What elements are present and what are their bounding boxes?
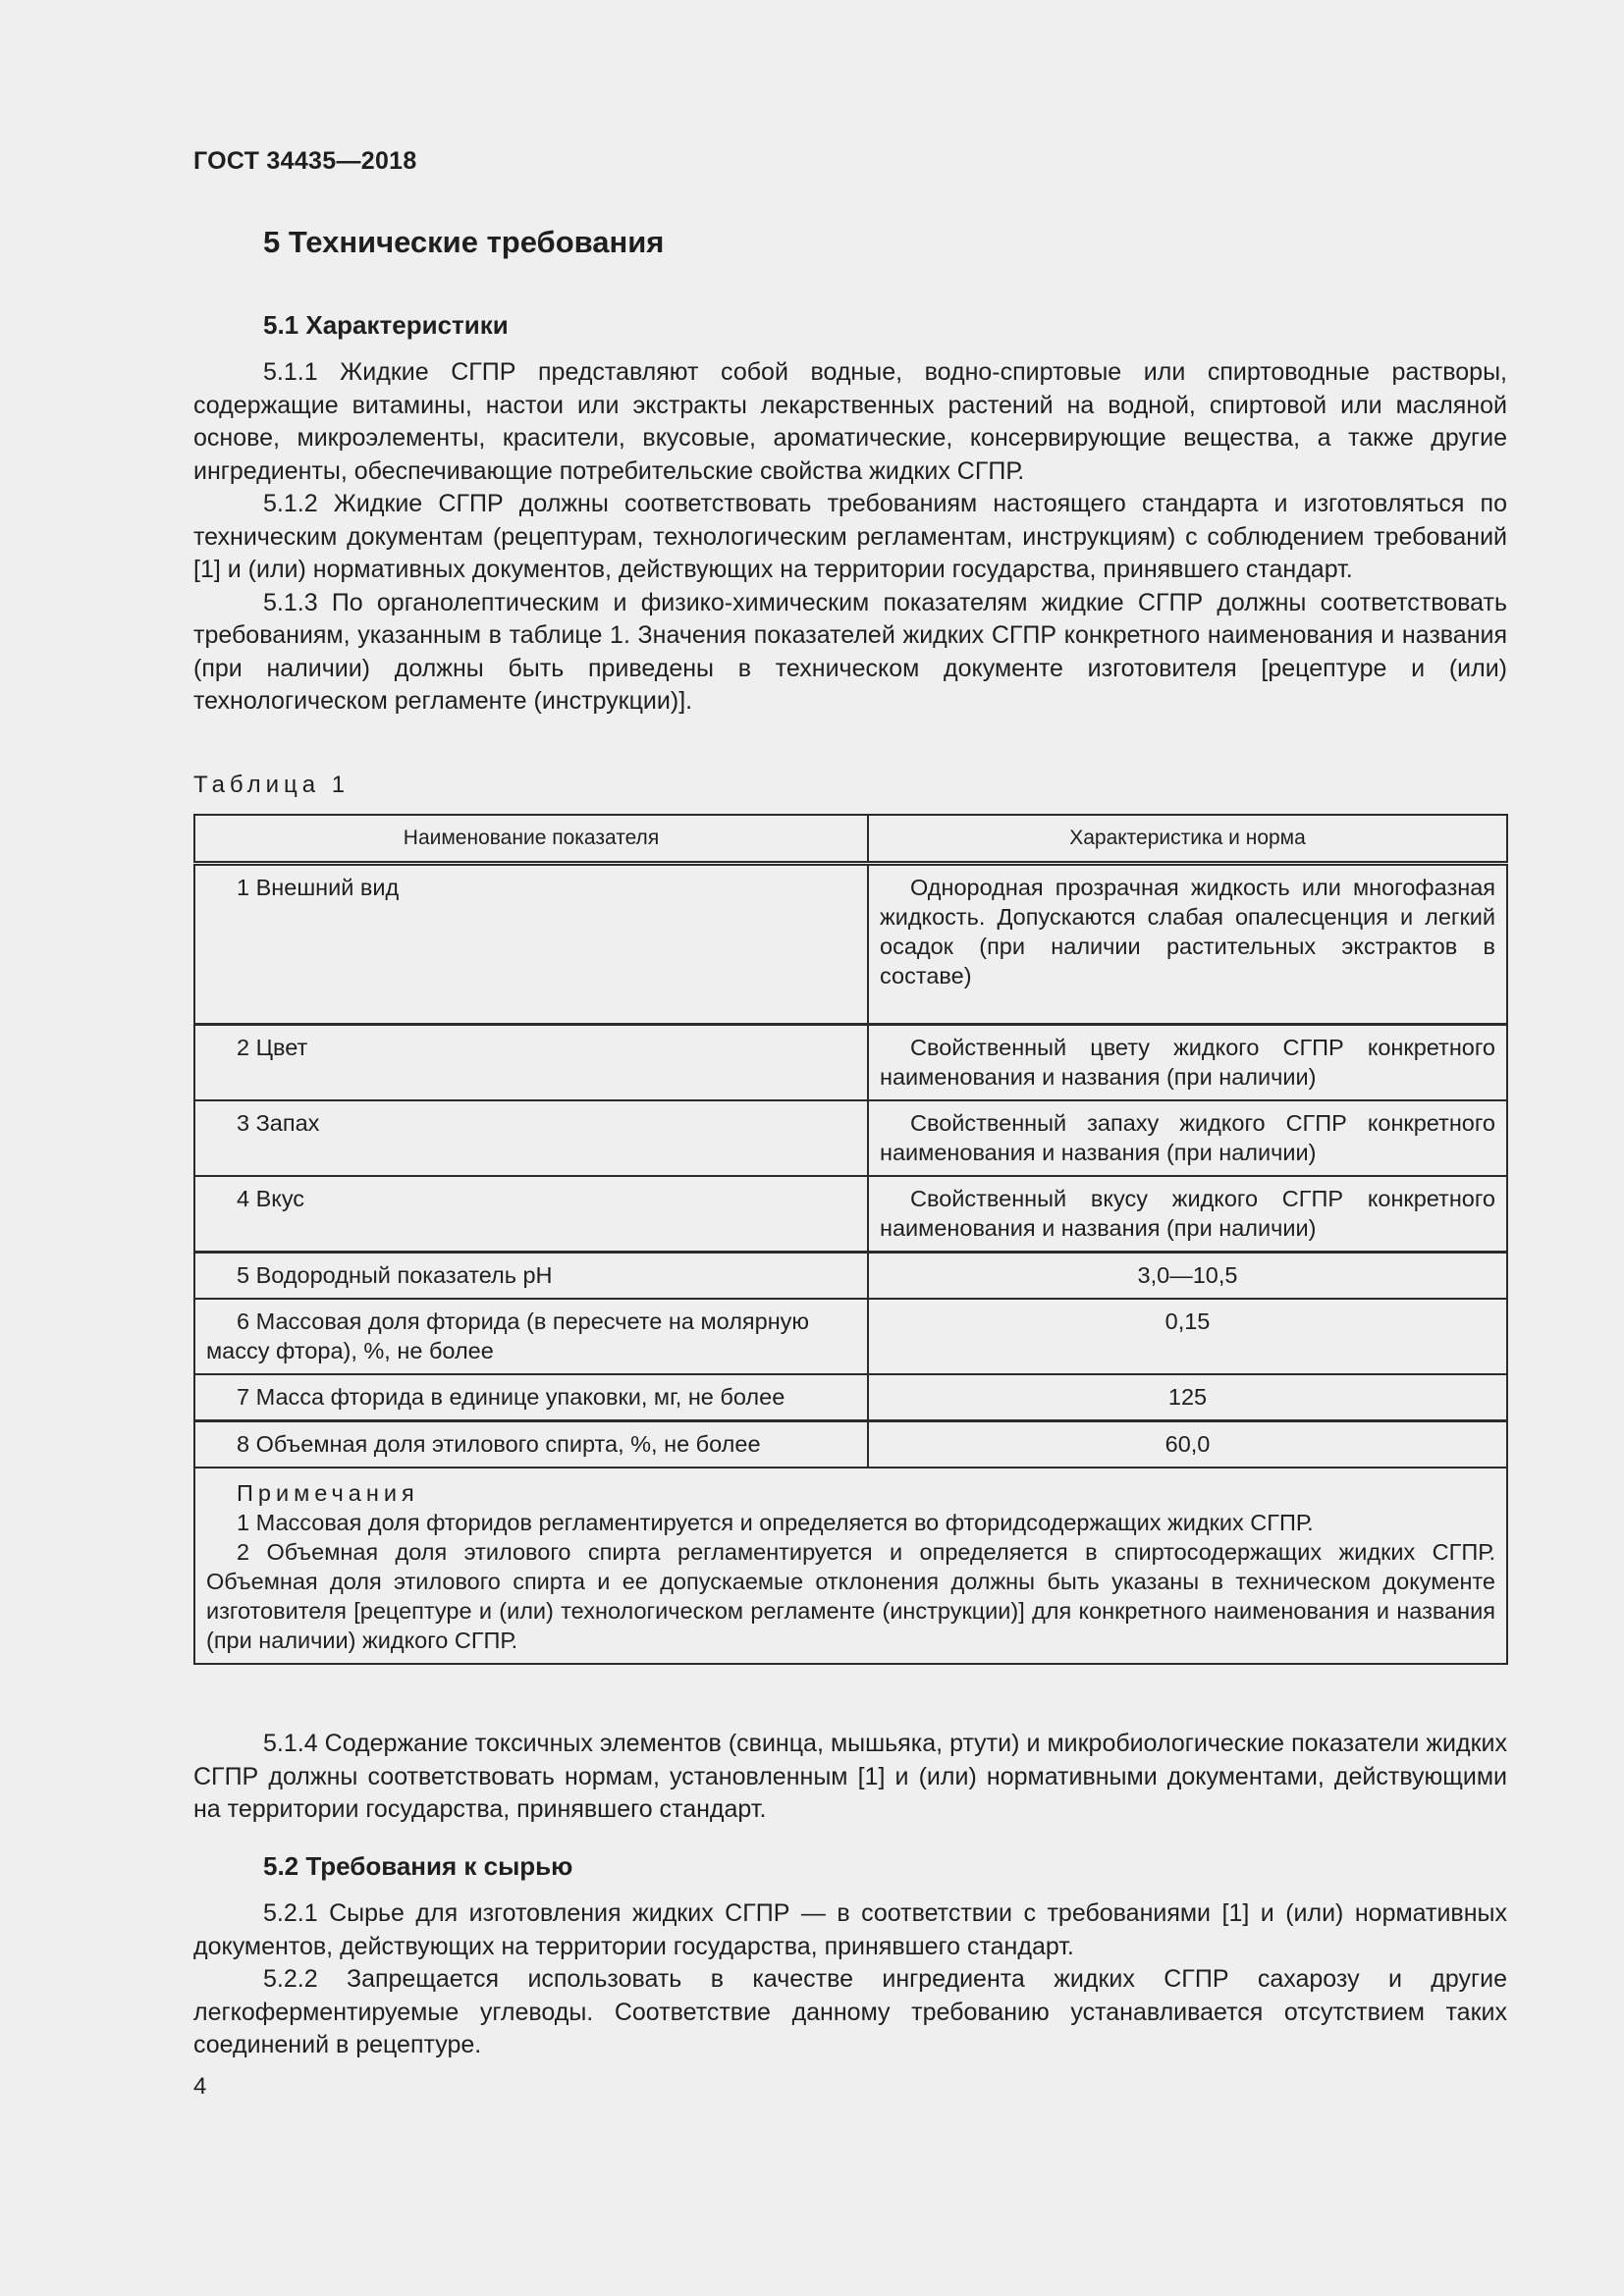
subsection-title-5-2: 5.2 Требования к сырью <box>263 1851 573 1881</box>
table-row <box>194 864 1507 1025</box>
row-value: 60,0 <box>868 1421 1507 1468</box>
row-name-text: 4 Вкус <box>237 1186 305 1211</box>
row-name-text: 3 Запах <box>237 1110 320 1136</box>
paragraph-5-1-2: 5.1.2 Жидкие СГПР должны соответствовать требованиям настоящего стандарта и изготовляться по техническим документам (рецептурам, технологическим регламентам, инструкциям) с соблюдением требований [1] и (или) нормативных документов, действующих на территории государства, принявшего стандарт. <box>193 490 1507 583</box>
paragraph-5-1-3: 5.1.3 По органолептическим и физико-химическим показателям жидкие СГПР должны соответствовать требованиям, указанным в таблице 1. Значения показателей жидких СГПР конкретного наименования и названия (при наличии) должны быть приведены в техническом документе изготовителя [рецептуре и (или) технологическом регламенте (инструкции)]. <box>193 588 1507 715</box>
row-value-text: Свойственный запаху жидкого СГПР конкретного наименования и названия (при наличии) <box>880 1110 1495 1165</box>
column-header-name: Наименование показателя <box>194 815 868 864</box>
table-row <box>194 1299 1507 1374</box>
paragraph-5-1-4: 5.1.4 Содержание токсичных элементов (свинца, мышьяка, ртути) и микробиологические показатели жидких СГПР должны соответствовать нормам, установленным [1] и (или) нормативными документами, действующими на территории государства, принявшего стандарт. <box>193 1730 1507 1823</box>
document-header: ГОСТ 34435—2018 <box>193 147 417 175</box>
paragraphs-5-1 <box>193 356 1507 719</box>
row-name-text: 7 Масса фторида в единице упаковки, мг, не более <box>237 1384 785 1410</box>
row-name-text: 5 Водородный показатель pH <box>237 1262 553 1288</box>
row-value: 125 <box>868 1374 1507 1421</box>
row-name <box>194 1253 868 1300</box>
row-value-text: Однородная прозрачная жидкость или многофазная жидкость. Допускаются слабая опалесценция и легкий осадок (при наличии растительных экстрактов в составе) <box>880 875 1495 988</box>
row-value-text: Свойственный цвету жидкого СГПР конкретного наименования и названия (при наличии) <box>880 1035 1495 1090</box>
row-name <box>194 1299 868 1374</box>
page-number: 4 <box>193 2073 207 2100</box>
row-name-text: 1 Внешний вид <box>237 875 400 900</box>
column-header-norm: Характеристика и норма <box>868 815 1507 864</box>
table-notes-row <box>194 1468 1507 1664</box>
table-row <box>194 1100 1507 1176</box>
table-header-row <box>194 815 1507 864</box>
row-value <box>868 864 1507 1025</box>
row-value <box>868 1025 1507 1101</box>
row-name <box>194 1176 868 1253</box>
row-name-text: 2 Цвет <box>237 1035 308 1060</box>
row-value-text: Свойственный вкусу жидкого СГПР конкретного наименования и названия (при наличии) <box>880 1186 1495 1241</box>
table-caption: Таблица 1 <box>193 772 351 798</box>
paragraph-5-2-1: 5.2.1 Сырье для изготовления жидких СГПР — в соответствии с требованиями [1] и (или) нормативных документов, действующих на территории государства, принявшего стандарт. <box>193 1899 1507 1960</box>
section-title: 5 Технические требования <box>263 225 665 259</box>
notes-title: Примечания <box>237 1480 419 1506</box>
table-row <box>194 1421 1507 1468</box>
paragraphs-5-2 <box>193 1897 1507 2062</box>
row-name <box>194 1421 868 1468</box>
note-item: 1 Массовая доля фторидов регламентируется и определяется во фторидсодержащих жидких СГПР. <box>237 1510 1314 1535</box>
table-row <box>194 1253 1507 1300</box>
row-value <box>868 1100 1507 1176</box>
table-row <box>194 1374 1507 1421</box>
paragraph-5-1-1: 5.1.1 Жидкие СГПР представляют собой водные, водно-спиртовые или спиртоводные растворы, содержащие витамины, настои или экстракты лекарственных растений на водной, спиртовой или масляной основе, микроэлементы, красители, вкусовые, ароматические, консервирующие вещества, а также другие ингредиенты, обеспечивающие потребительские свойства жидких СГПР. <box>193 358 1507 485</box>
paragraph-5-1-4-block <box>193 1728 1507 1827</box>
subsection-title-5-1: 5.1 Характеристики <box>263 310 509 340</box>
row-name-text: 8 Объемная доля этилового спирта, %, не более <box>237 1431 761 1457</box>
row-name <box>194 1025 868 1101</box>
row-name <box>194 1100 868 1176</box>
table-row <box>194 1025 1507 1101</box>
paragraph-5-2-2: 5.2.2 Запрещается использовать в качестве ингредиента жидких СГПР сахарозу и другие легкоферментируемые углеводы. Соответствие данному требованию устанавливается отсутствием таких соединений в рецептуре. <box>193 1965 1507 2058</box>
row-name-text: 6 Массовая доля фторида (в пересчете на молярную массу фтора), %, не более <box>206 1308 810 1363</box>
row-value: 0,15 <box>868 1299 1507 1374</box>
row-value <box>868 1176 1507 1253</box>
table-notes <box>194 1468 1507 1664</box>
row-name <box>194 864 868 1025</box>
requirements-table <box>193 814 1508 1665</box>
row-name <box>194 1374 868 1421</box>
row-value: 3,0—10,5 <box>868 1253 1507 1300</box>
table-row <box>194 1176 1507 1253</box>
note-item: 2 Объемная доля этилового спирта регламентируется и определяется в спиртосодержащих жидких СГПР. Объемная доля этилового спирта и ее допускаемые отклонения должны быть указаны в техническом документе изготовителя [рецептуре и (или) технологическом регламенте (инструкции)] для конкретного наименования и названия (при наличии) жидкого СГПР. <box>206 1539 1495 1653</box>
